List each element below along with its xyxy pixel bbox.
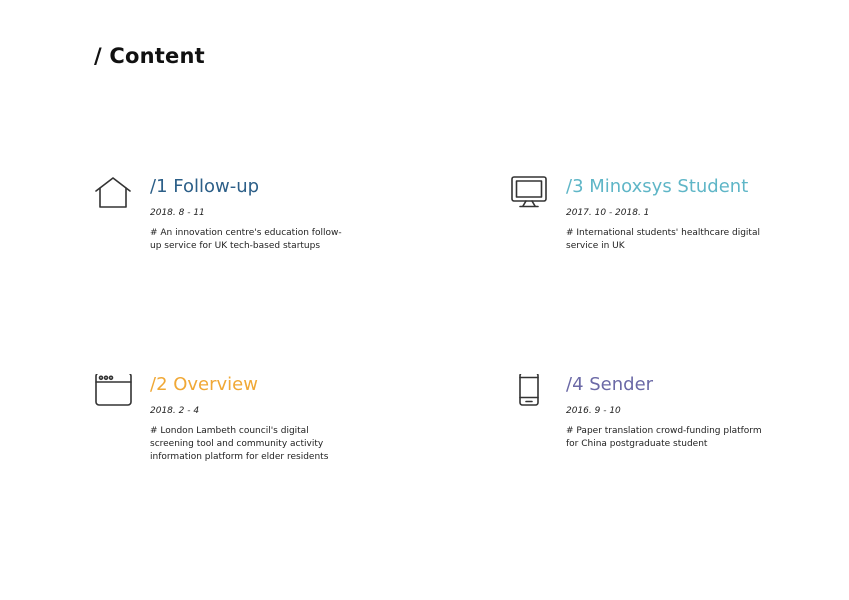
page-title: / Content <box>94 44 205 68</box>
project-date: 2016. 9 - 10 <box>566 406 621 416</box>
smartphone-icon <box>510 374 548 410</box>
project-description: # An innovation centre's education follow-up service for UK tech-based startups <box>150 228 342 251</box>
project-title[interactable]: /4 Sender <box>566 374 654 395</box>
monitor-icon <box>510 176 548 212</box>
project-title[interactable]: /2 Overview <box>150 374 258 395</box>
project-date: 2018. 2 - 4 <box>150 406 200 416</box>
project-date: 2017. 10 - 2018. 1 <box>566 208 650 218</box>
project-description: # London Lambeth council's digital screening tool and community activity information platform for elder residents <box>150 426 329 462</box>
project-title[interactable]: /3 Minoxsys Student <box>566 176 749 197</box>
project-description: # Paper translation crowd-funding platform for China postgraduate student <box>566 426 762 449</box>
house-icon <box>94 176 132 212</box>
project-title[interactable]: /1 Follow-up <box>150 176 260 197</box>
project-description: # International students' healthcare digital service in UK <box>566 228 760 251</box>
browser-window-icon <box>94 374 132 410</box>
project-date: 2018. 8 - 11 <box>150 208 205 218</box>
